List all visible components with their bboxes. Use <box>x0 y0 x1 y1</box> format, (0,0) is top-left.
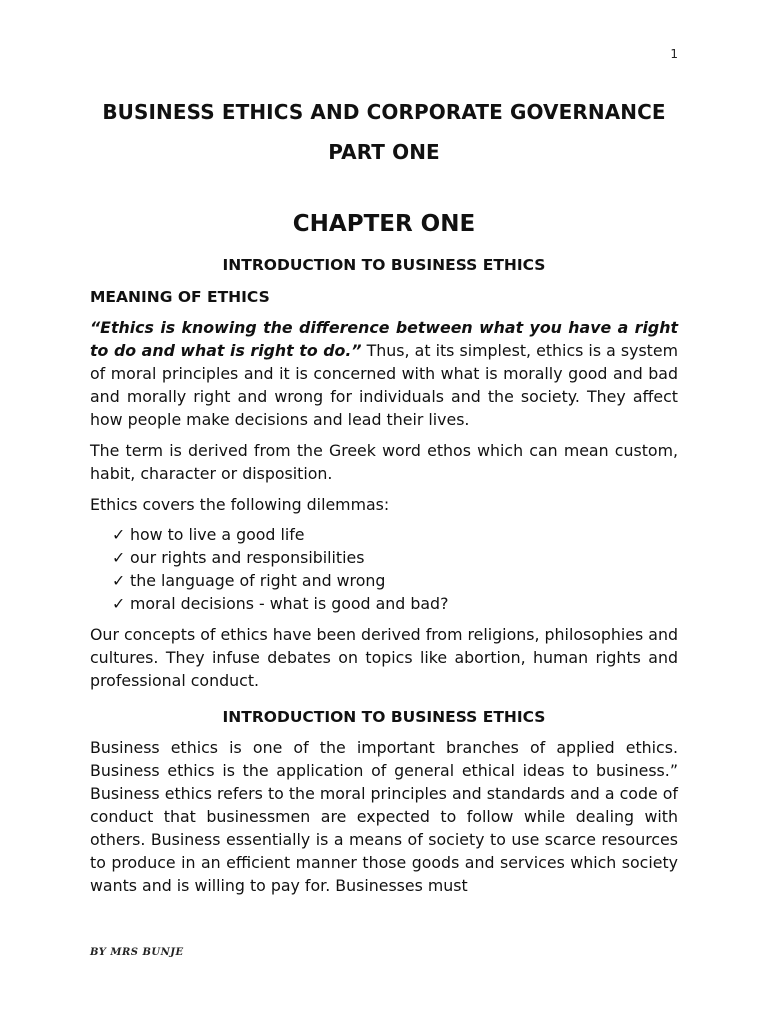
checkmark-icon: ✓ <box>112 594 126 613</box>
page-content <box>90 92 678 897</box>
ethics-quote: “Ethics is knowing the difference between what you have a right to do and what is right to do.” <box>90 318 678 360</box>
paragraph-definition-text: Thus, at its simplest, ethics is a system of moral principles and it is concerned with what is morally good and bad and morally right and wrong for individuals and the society. They affect how people make decisions and lead their lives. <box>90 341 678 429</box>
title-line-2: PART ONE <box>328 140 440 164</box>
list-item-text: moral decisions - what is good and bad? <box>130 594 449 613</box>
dilemmas-list <box>90 523 678 615</box>
list-item <box>112 592 678 615</box>
list-item <box>112 546 678 569</box>
footer-author: BY MRS BUNJE <box>90 947 184 958</box>
paragraph-dilemmas-intro: Ethics covers the following dilemmas: <box>90 495 390 514</box>
paragraph-definition <box>90 316 678 431</box>
page-number: 1 <box>670 47 678 61</box>
section-heading-business-ethics: INTRODUCTION TO BUSINESS ETHICS <box>222 708 546 726</box>
list-item-text: the language of right and wrong <box>130 571 386 590</box>
document-title <box>90 92 678 172</box>
checkmark-icon: ✓ <box>112 571 126 590</box>
checkmark-icon: ✓ <box>112 525 126 544</box>
section-heading-intro: INTRODUCTION TO BUSINESS ETHICS <box>222 256 546 274</box>
meaning-heading: MEANING OF ETHICS <box>90 288 270 306</box>
list-item-text: how to live a good life <box>130 525 305 544</box>
list-item <box>112 523 678 546</box>
paragraph-origins: Our concepts of ethics have been derived from religions, philosophies and cultures. They infuse debates on topics like abortion, human rights and professional conduct. <box>90 625 679 690</box>
checkmark-icon: ✓ <box>112 548 126 567</box>
chapter-heading: CHAPTER ONE <box>292 211 476 237</box>
list-item <box>112 569 678 592</box>
list-item-text: our rights and responsibilities <box>130 548 365 567</box>
paragraph-etymology: The term is derived from the Greek word ethos which can mean custom, habit, character or disposition. <box>90 441 678 483</box>
title-line-1: BUSINESS ETHICS AND CORPORATE GOVERNANCE <box>102 100 666 124</box>
paragraph-business-ethics: Business ethics is one of the important branches of applied ethics. Business ethics is the application of general ethical ideas to business.” Business ethics refers to the moral principles and standards and a code of conduct that businessmen are expected to follow while dealing with others. Business essentially is a means of society to use scarce resources to produce in an efficient manner those goods and services which society wants and is willing to pay for. Businesses must <box>90 738 678 895</box>
